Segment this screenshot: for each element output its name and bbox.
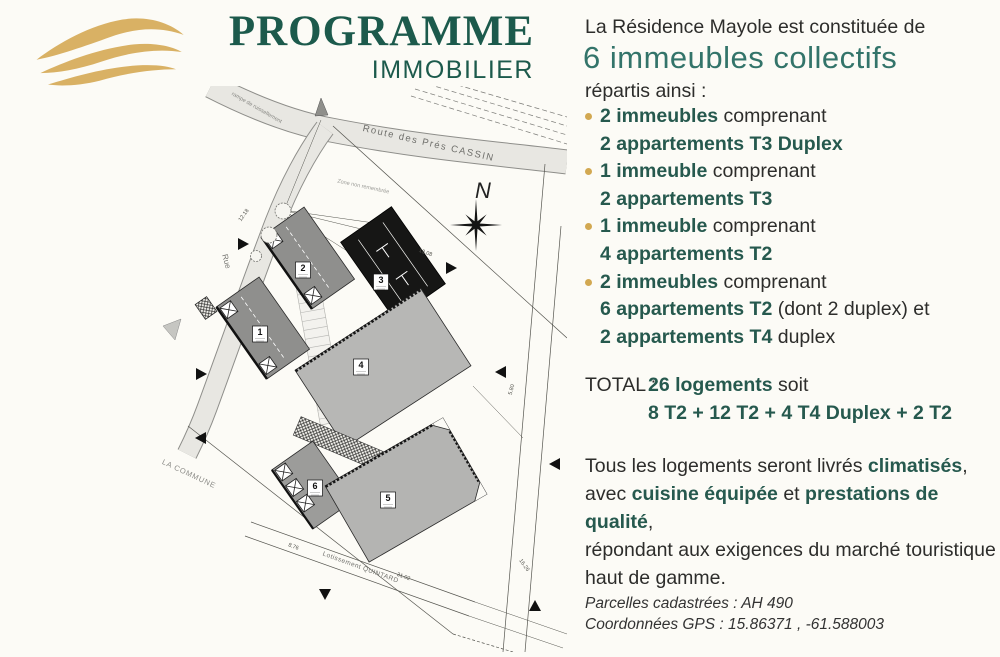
logo-title: PROGRAMME [228,8,534,55]
rampe-label: rampe de ruissellement [230,91,283,126]
total-rest: soit [772,374,809,396]
bullet-strong: 1 immeuble [600,215,708,238]
plaque-3 [374,274,389,290]
rue-label: Rue [220,253,233,270]
site-plan [93,86,567,652]
plaque-4 [354,359,369,375]
compass-rose-icon [450,178,502,251]
paragraph-line: haut de gamme. [585,567,726,589]
total-strong: 26 logements [648,374,773,396]
bullet-item [585,213,930,268]
svg-text:3: 3 [378,275,384,285]
headline: 6 immeubles collectifs [583,40,898,75]
footnote [585,593,884,635]
commune-label: LA COMMUNE [160,457,218,491]
bullet-item [585,158,930,213]
svg-text:1: 1 [257,327,263,337]
svg-text:6: 6 [312,481,318,491]
intro-line: La Résidence Mayole est constituée de [585,16,926,38]
plaque-2 [296,262,311,278]
north-label: N [475,178,491,203]
bullet-item [585,103,930,158]
road-label: Route des Prés CASSIN [361,123,496,165]
logo-wave-icon [28,10,196,96]
total-label: TOTAL : [585,374,657,396]
bullet-strong: 2 appartements T3 [600,187,773,210]
bullet-item [585,269,930,352]
svg-text:4: 4 [358,360,364,370]
plaque-5 [381,492,396,508]
svg-text:8.76: 8.76 [287,542,300,552]
bullet-strong: 1 immeuble [600,160,708,183]
svg-text:18.08: 18.08 [417,247,433,259]
svg-text:2: 2 [300,263,306,273]
plaque-6 [308,480,323,496]
lotissement-label: Lotissement QUINTARD [321,550,400,585]
bullet-rest: comprenant [707,160,816,183]
logo-lockup [192,8,534,83]
bullet-list [585,103,930,351]
utility-block [195,297,217,320]
bullet-rest: comprenant [718,105,827,127]
bullet-strong: 6 appartements T2 [600,298,773,321]
bullet-strong: 2 appartements T3 Duplex [600,132,843,155]
total-breakdown: 8 T2 + 12 T2 + 4 T4 Duplex + 2 T2 [648,401,953,424]
svg-text:31.02: 31.02 [395,571,411,583]
description-paragraph [585,452,1000,592]
bullet-strong: 2 immeubles [600,105,719,127]
svg-text:16.26: 16.26 [517,558,531,573]
paragraph-line: avec cuisine équipée et prestations de qualité, [585,483,939,533]
logo-subtitle: IMMOBILIER [371,56,534,84]
svg-text:5: 5 [385,493,391,503]
paragraph-line: répondant aux exigences du marché touristique [585,539,996,561]
svg-text:12.18: 12.18 [237,208,251,223]
svg-text:5.80: 5.80 [507,383,517,396]
bullet-rest: comprenant [718,270,827,293]
bullet-rest: comprenant [707,215,816,238]
bullet-rest: duplex [772,325,836,348]
bullet-strong: 2 appartements T4 [600,325,773,348]
intro-line-2: répartis ainsi : [585,80,707,102]
paragraph-line: Tous les logements seront livrés climatisés, [585,455,968,477]
cadastre-line: Parcelles cadastrées : AH 490 [585,595,793,612]
bullet-strong: 2 immeubles [600,270,719,293]
total-block [585,372,952,427]
plaque-1 [253,326,268,342]
zone-label: Zone non remembrée [336,178,390,196]
gps-line: Coordonnées GPS : 15.86371 , -61.588003 [585,616,885,633]
bullet-strong: 4 appartements T2 [600,242,773,265]
bullet-rest: (dont 2 duplex) et [772,298,930,321]
